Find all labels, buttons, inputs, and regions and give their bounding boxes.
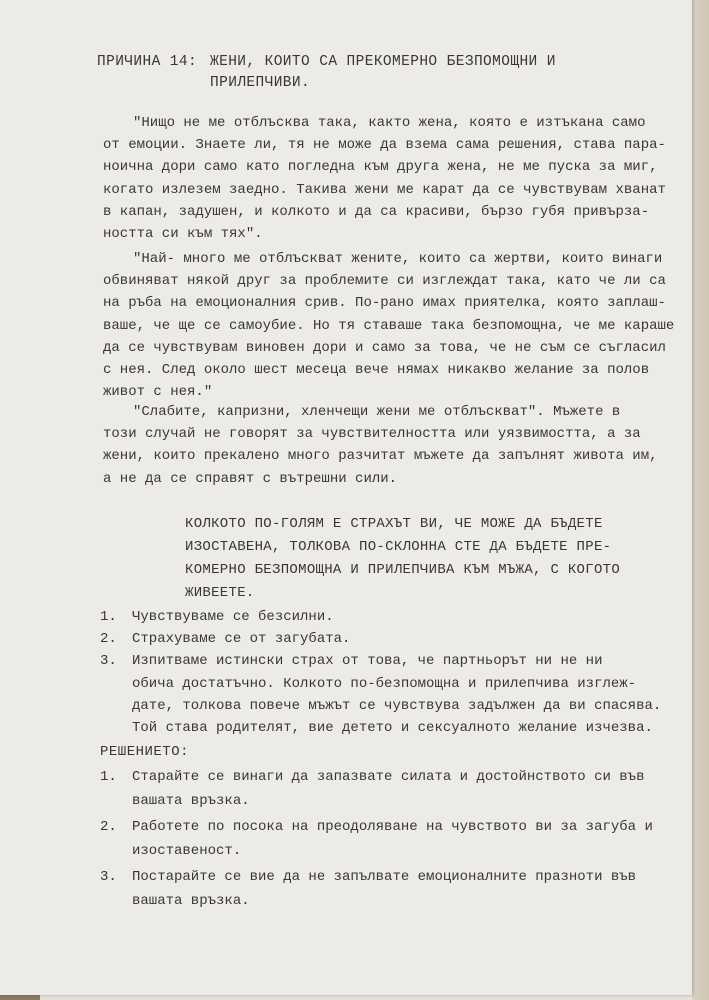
quote-paragraph-3 <box>103 401 673 490</box>
list-text: Чувствуваме се безсилни. <box>132 609 334 625</box>
callout-line: ИЗОСТАВЕНА, ТОЛКОВА ПО-СКЛОННА СТЕ ДА БЪДЕТЕ ПРЕ- <box>185 539 612 555</box>
list-item <box>100 766 680 813</box>
list-number: 3. <box>100 869 117 885</box>
text-line: обвиняват някой друг за проблемите си изглеждат така, като че ли са <box>103 273 666 290</box>
quote-paragraph-1 <box>103 112 673 245</box>
text-line: живот с нея." <box>103 384 213 401</box>
solution-heading: РЕШЕНИЕТО: <box>100 744 190 760</box>
list-text: вашата връзка. <box>132 792 250 809</box>
text-line: в капан, задушен, и колкото и да са красиви, бързо губя привърза- <box>103 203 650 220</box>
list-number: 2. <box>100 631 117 648</box>
list-text: дате, толкова повече мъжът се чувствува задължен да ви спасява. <box>132 697 662 714</box>
list-number: 1. <box>100 609 117 625</box>
section-heading <box>97 52 657 94</box>
text-line: жени, които прекалено много разчитат мъжете да запълнят живота им, <box>103 448 658 465</box>
solution-list <box>100 766 680 916</box>
causes-list <box>100 606 680 739</box>
text-line: а не да се справят с вътрешни сили. <box>103 470 398 487</box>
text-line: "Слабите, капризни, хленчещи жени ме отблъскват". Мъжете в <box>133 404 621 420</box>
list-item <box>100 866 680 913</box>
list-text: Постарайте се вие да не запълвате емоционалните празноти във <box>132 869 637 885</box>
text-line: ноична дори само като погледна към друга жена, не ме пуска за миг, <box>103 159 658 176</box>
list-item <box>100 816 680 863</box>
list-text: обича достатъчно. Колкото по-безпомощна и прилепчива изглеж- <box>132 675 637 692</box>
heading-line-1: ЖЕНИ, КОИТО СА ПРЕКОМЕРНО БЕЗПОМОЩНИ И <box>210 54 556 70</box>
list-item <box>100 628 680 650</box>
page-edge <box>692 0 709 1000</box>
text-line: този случай не говорят за чувствителността или уязвимостта, а за <box>103 426 641 443</box>
text-line: да се чувствувам виновен дори и само за това, че не съм се съгласил <box>103 339 666 356</box>
heading-line-2: ПРИЛЕПЧИВИ. <box>210 75 311 91</box>
list-item <box>100 606 680 628</box>
callout-line: КОЛКОТО ПО-ГОЛЯМ Е СТРАХЪТ ВИ, ЧЕ МОЖЕ ДА БЪДЕТЕ <box>185 516 603 532</box>
list-text: Старайте се винаги да запазвате силата и достойнството си във <box>132 769 645 785</box>
text-line: с нея. След около шест месеца вече нямах никакво желание за полов <box>103 362 650 379</box>
list-number: 3. <box>100 653 117 670</box>
list-number: 1. <box>100 769 117 785</box>
text-line: на ръба на емоционалния срив. По-рано имах приятелка, която заплаш- <box>103 295 666 312</box>
list-text: изоставеност. <box>132 842 242 859</box>
text-line: "Нищо не ме отблъсква така, както жена, която е изтъкана само <box>133 115 646 131</box>
quote-paragraph-2 <box>103 248 673 403</box>
callout-line: КОМЕРНО БЕЗПОМОЩНА И ПРИЛЕПЧИВА КЪМ МЪЖА, С КОГОТО <box>185 562 621 578</box>
callout-line: ЖИВЕЕТЕ. <box>185 585 255 601</box>
list-item <box>100 650 680 739</box>
list-number: 2. <box>100 819 117 835</box>
list-text: Страхуваме се от загубата. <box>132 631 351 648</box>
list-text: Изпитваме истински страх от това, че партньорът ни не ни <box>132 653 603 670</box>
text-line: когато излезем заедно. Такива жени ме карат да се чувствувам хванат <box>103 181 666 198</box>
text-line: ността си към тях". <box>103 226 263 243</box>
list-text: Работете по посока на преодоляване на чувството ви за загуба и <box>132 819 653 835</box>
text-line: "Най- много ме отблъскват жените, които са жертви, които винаги <box>133 251 663 267</box>
callout-statement <box>185 513 621 605</box>
text-line: ваше, че ще се самоубие. Но тя ставаше така безпомощна, че ме караше <box>103 317 675 334</box>
heading-label: ПРИЧИНА 14: <box>97 54 198 70</box>
list-text: Той става родителят, вие детето и сексуалното желание изчезва. <box>132 720 653 737</box>
text-line: от емоции. Знаете ли, тя не може да взема сама решения, става пара- <box>103 137 666 154</box>
list-text: вашата връзка. <box>132 892 250 909</box>
